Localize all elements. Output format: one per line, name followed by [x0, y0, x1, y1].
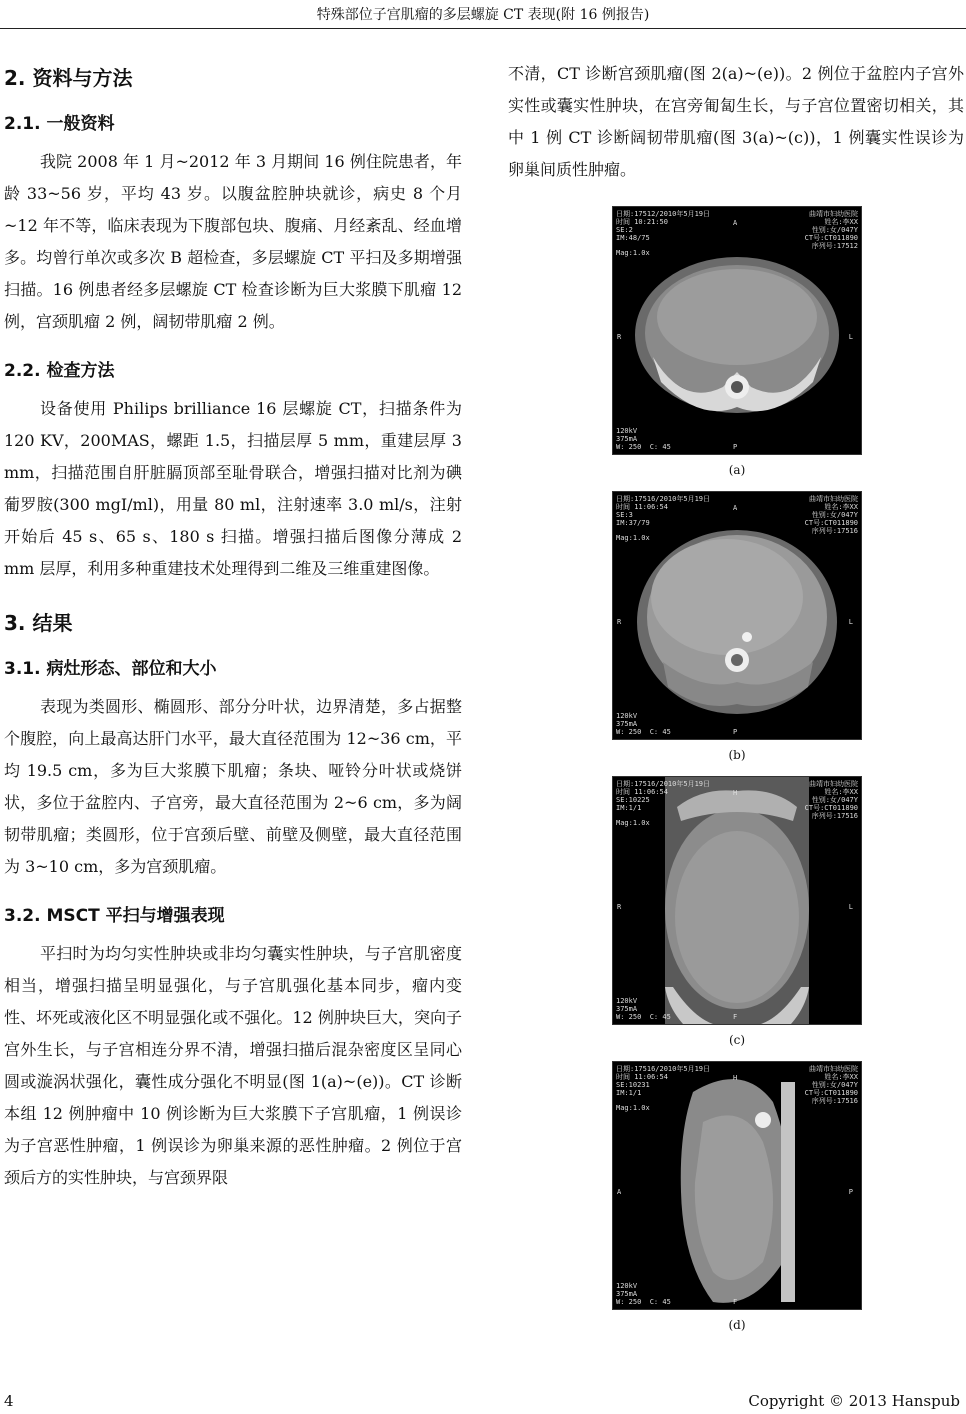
orientation-top-a: A: [733, 219, 738, 227]
ct-overlay-params-a: 120kV 375mA W: 250 C: 45: [616, 427, 671, 451]
figure-caption-a: (a): [728, 463, 746, 477]
ct-image-c: [612, 776, 862, 1025]
orientation-left-a: R: [617, 333, 622, 341]
figure-caption-c: (c): [728, 1033, 746, 1047]
section-heading-3-1: 3.1. 病灶形态、部位和大小: [4, 659, 217, 679]
ct-overlay-left-c: 日期:17516/2010年5月19日 时间 11:06:54 SE:10225 IM:1/1: [616, 780, 711, 812]
figure-caption-d: (d): [728, 1318, 746, 1332]
ct-overlay-right-d: 曲靖市妇幼医院 姓名:李XX 性别:女/047Y CT号:CT011890 序列号:17516: [804, 1065, 858, 1105]
page-number: 4: [4, 1392, 14, 1410]
running-title: 特殊部位子宫肌瘤的多层螺旋 CT 表现(附 16 例报告): [316, 7, 650, 23]
ct-overlay-left-b: 日期:17516/2010年5月19日 时间 11:06:54 SE:3 IM:37/79: [616, 495, 711, 527]
paragraph-methods: 设备使用 Philips brilliance 16 层螺旋 CT，扫描条件为 120 KV，200MAS，螺距 1.5，扫描层厚 5 mm，重建层厚 3 mm，扫描范围自肝脏膈顶部至耻骨联合，增强扫描对比剂为碘葡罗胺(300 mgI/ml)，用量 80 ml，注射速率 3.0 ml/s，注射开始后 45 s、65 s、180 s 扫描。增强扫描后图像分薄成 2 mm 层厚，利用多种重建技术处理得到二维及三维重建图像。: [4, 399, 462, 578]
section-heading-2: 2. 资料与方法: [4, 66, 133, 90]
right-column: [508, 58, 964, 186]
ct-image-d: [612, 1061, 862, 1310]
orientation-right-b: L: [848, 618, 853, 626]
orientation-bottom-a: P: [733, 443, 738, 451]
ct-overlay-mag-a: Mag:1.0x: [616, 249, 650, 257]
section-heading-3-2: 3.2. MSCT 平扫与增强表现: [4, 906, 225, 926]
orientation-top-d: H: [733, 1074, 738, 1082]
ct-overlay-params-b: 120kV 375mA W: 250 C: 45: [616, 712, 671, 736]
ct-overlay-params-d: 120kV 375mA W: 250 C: 45: [616, 1282, 671, 1306]
ct-overlay-mag-b: Mag:1.0x: [616, 534, 650, 542]
paragraph-general-data: 我院 2008 年 1 月~2012 年 3 月期间 16 例住院患者，年龄 33~56 岁，平均 43 岁。以腹盆腔肿块就诊，病史 8 个月~12 年不等，临床表现为下腹部包块、腹痛、月经紊乱、经血增多。均曾行单次或多次 B 超检查，多层螺旋 CT 平扫及多期增强扫描。16 例患者经多层螺旋 CT 检查诊断为巨大浆膜下肌瘤 12 例，宫颈肌瘤 2 例，阔韧带肌瘤 2 例。: [4, 152, 462, 331]
ct-overlay-left-a: 日期:17512/2010年5月19日 时间 10:21:50 SE:2 IM:48/75: [616, 210, 711, 242]
section-heading-2-1: 2.1. 一般资料: [4, 114, 115, 134]
orientation-left-c: R: [617, 903, 622, 911]
ct-overlay-right-c: 曲靖市妇幼医院 姓名:李XX 性别:女/047Y CT号:CT011890 序列号:17516: [804, 780, 858, 820]
ct-overlay-right-b: 曲靖市妇幼医院 姓名:李XX 性别:女/047Y CT号:CT011890 序列号:17516: [804, 495, 858, 535]
orientation-bottom-b: P: [733, 728, 738, 736]
ct-overlay-right-a: 曲靖市妇幼医院 姓名:李XX 性别:女/047Y CT号:CT011890 序列号:17512: [804, 210, 858, 250]
figure-caption-b: (b): [728, 748, 746, 762]
ct-image-b: [612, 491, 862, 740]
section-heading-3: 3. 结果: [4, 611, 73, 635]
orientation-right-c: L: [848, 903, 853, 911]
orientation-right-a: L: [848, 333, 853, 341]
orientation-top-b: A: [733, 504, 738, 512]
paragraph-msct-findings: 平扫时为均匀实性肿块或非均匀囊实性肿块，与子宫肌密度相当，增强扫描呈明显强化，与子宫肌强化基本同步，瘤内变性、坏死或液化区不明显强化或不强化。12 例肿块巨大，突向子宫外生长，与子宫相连分界不清，增强扫描后混杂密度区呈同心圆或漩涡状强化，囊性成分强化不明显(图 1(a)~(e))。CT 诊断本组 12 例肿瘤中 10 例诊断为巨大浆膜下子宫肌瘤，1 例误诊为子宫恶性肿瘤，1 例误诊为卵巢来源的恶性肿瘤。2 例位于宫颈后方的实性肿块，与宫颈界限: [4, 944, 462, 1187]
orientation-bottom-c: F: [733, 1013, 738, 1021]
copyright-notice: Copyright © 2013 Hanspub: [748, 1392, 960, 1410]
header-divider: [0, 28, 966, 29]
ct-overlay-mag-d: Mag:1.0x: [616, 1104, 650, 1112]
orientation-left-b: R: [617, 618, 622, 626]
left-column: [4, 40, 462, 1194]
ct-overlay-left-d: 日期:17516/2010年5月19日 时间 11:06:54 SE:10231 IM:1/1: [616, 1065, 711, 1097]
orientation-top-c: H: [733, 789, 738, 797]
ct-image-a: [612, 206, 862, 455]
ct-overlay-params-c: 120kV 375mA W: 250 C: 45: [616, 997, 671, 1021]
paragraph-msct-findings-continued: 不清，CT 诊断宫颈肌瘤(图 2(a)~(e))。2 例位于盆腔内子宫外实性或囊实性肿块，在宫旁匍匐生长，与子宫位置密切相关，其中 1 例 CT 诊断阔韧带肌瘤(图 3(a)~(c))，1 例囊实性误诊为卵巢间质性肿瘤。: [508, 64, 964, 179]
orientation-right-d: P: [848, 1188, 853, 1196]
paragraph-lesion-morphology: 表现为类圆形、椭圆形、部分分叶状，边界清楚，多占据整个腹腔，向上最高达肝门水平，最大直径范围为 12~36 cm，平均 19.5 cm，多为巨大浆膜下肌瘤；条块、哑铃分叶状或烧饼状，多位于盆腔内、子宫旁，最大直径范围为 2~6 cm，多为阔韧带肌瘤；类圆形，位于宫颈后壁、前壁及侧壁，最大直径范围为 3~10 cm，多为宫颈肌瘤。: [4, 697, 462, 876]
orientation-bottom-d: F: [733, 1298, 738, 1306]
orientation-left-d: A: [617, 1188, 622, 1196]
ct-figure-panel: [612, 206, 862, 1346]
section-heading-2-2: 2.2. 检查方法: [4, 361, 115, 381]
ct-overlay-mag-c: Mag:1.0x: [616, 819, 650, 827]
